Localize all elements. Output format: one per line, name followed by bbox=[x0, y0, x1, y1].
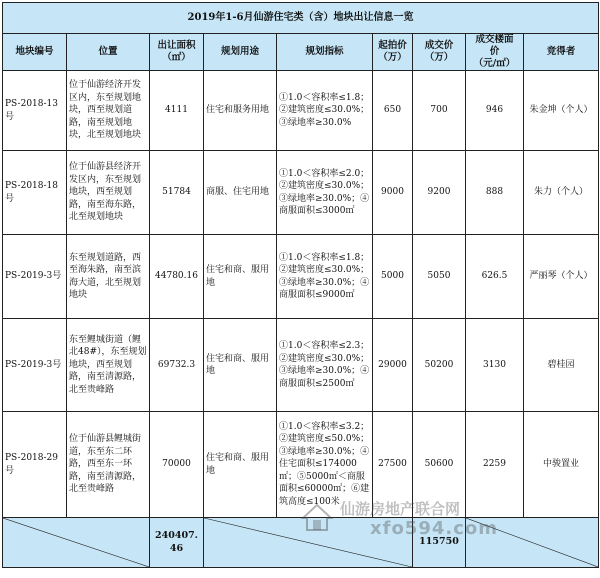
total-blank-cell bbox=[3, 518, 150, 568]
cell-floor-price: 888 bbox=[466, 151, 524, 235]
cell-code: PS-2018-29号 bbox=[3, 412, 67, 518]
cell-winner: 朱力（个人） bbox=[524, 151, 599, 235]
cell-location: 位于仙游县经济开发区内，东至规划地块，西至规划路，南至海东路，北至规划地块 bbox=[67, 151, 150, 235]
cell-start-price: 27500 bbox=[373, 412, 413, 518]
header-start-price: 起拍价 （万） bbox=[373, 34, 413, 71]
total-blank-cell bbox=[466, 518, 599, 568]
cell-deal-price: 9200 bbox=[413, 151, 466, 235]
watermark-site-name: 仙游房地产联合网 bbox=[340, 500, 461, 518]
cell-winner: 中骏置业 bbox=[524, 412, 599, 518]
cell-floor-price: 2259 bbox=[466, 412, 524, 518]
cell-location: 位于仙游经济开发区内，东至规划地块，西至规划道路，南至规划地块，北至规划地块 bbox=[67, 71, 150, 151]
header-location: 位置 bbox=[67, 34, 150, 71]
cell-start-price: 5000 bbox=[373, 235, 413, 319]
diagonal-strike bbox=[204, 518, 412, 567]
cell-index: ①1.0＜容积率≤3.2；②建筑密度≤50.0%；③绿地率≥30.0%；④住宅面积≤174000㎡；⑤5000㎡＜商服面积≤60000㎡；⑥建筑高度≤100米 bbox=[277, 412, 373, 518]
diagonal-strike bbox=[3, 518, 149, 567]
cell-winner: 碧桂园 bbox=[524, 319, 599, 412]
cell-start-price: 650 bbox=[373, 71, 413, 151]
cell-index: ①1.0＜容积率≤2.3；②建筑密度≤30.0%；③绿地率≥30.0%；④商服面积≤2500㎡ bbox=[277, 319, 373, 412]
cell-start-price: 29000 bbox=[373, 319, 413, 412]
table-row bbox=[3, 71, 599, 151]
header-deal-price: 成交价 （万） bbox=[413, 34, 466, 71]
header-floor-price: 成交楼面 价 （元/㎡） bbox=[466, 34, 524, 71]
total-area: 240407.46 bbox=[150, 518, 204, 568]
cell-deal-price: 50600 bbox=[413, 412, 466, 518]
cell-start-price: 9000 bbox=[373, 151, 413, 235]
table-row bbox=[3, 412, 599, 518]
cell-index: ①1.0＜容积率≤2.0；②建筑密度≤30.0%；③绿地率≥30.0%；④商服面积≤3000㎡ bbox=[277, 151, 373, 235]
cell-deal-price: 50200 bbox=[413, 319, 466, 412]
header-code: 地块编号 bbox=[3, 34, 67, 71]
land-table bbox=[2, 2, 599, 568]
header-area: 出让面积 （㎡） bbox=[150, 34, 204, 71]
header-use: 规划用途 bbox=[204, 34, 277, 71]
cell-deal-price: 5050 bbox=[413, 235, 466, 319]
table-row bbox=[3, 235, 599, 319]
cell-area: 4111 bbox=[150, 71, 204, 151]
cell-code: PS-2019-3号 bbox=[3, 319, 67, 412]
total-blank-cell bbox=[204, 518, 413, 568]
cell-deal-price: 700 bbox=[413, 71, 466, 151]
cell-area: 69732.3 bbox=[150, 319, 204, 412]
cell-use: 住宅和服务用地 bbox=[204, 71, 277, 151]
cell-code: PS-2018-13号 bbox=[3, 71, 67, 151]
cell-winner: 朱金坤（个人） bbox=[524, 71, 599, 151]
cell-location: 东至鲤城街道（鲤北48#），东至规划地块，西至规划路，南至清源路，北至贵峰路 bbox=[67, 319, 150, 412]
total-deal-price: 115750 bbox=[413, 518, 466, 568]
diagonal-strike bbox=[466, 518, 598, 567]
watermark-url: xfo594.com bbox=[370, 518, 499, 539]
cell-location: 东至规划道路，西至海朱路，南至滨海大道，北至规划地块 bbox=[67, 235, 150, 319]
cell-index: ①1.0＜容积率≤1.8；②建筑密度≤30.0%；③绿地率≥30.0%；④商服面积≤9000㎡ bbox=[277, 235, 373, 319]
cell-winner: 严丽琴（个人） bbox=[524, 235, 599, 319]
cell-area: 70000 bbox=[150, 412, 204, 518]
total-row bbox=[3, 518, 599, 568]
header-index: 规划指标 bbox=[277, 34, 373, 71]
land-transfer-sheet bbox=[0, 2, 600, 578]
cell-floor-price: 946 bbox=[466, 71, 524, 151]
cell-floor-price: 626.5 bbox=[466, 235, 524, 319]
cell-code: PS-2019-3号 bbox=[3, 235, 67, 319]
cell-area: 51784 bbox=[150, 151, 204, 235]
cell-use: 住宅和商、服用地 bbox=[204, 235, 277, 319]
header-winner: 竞得者 bbox=[524, 34, 599, 71]
cell-index: ①1.0＜容积率≤1.8；②建筑密度≤30.0%；③绿地率≥30.0% bbox=[277, 71, 373, 151]
cell-area: 44780.16 bbox=[150, 235, 204, 319]
table-row bbox=[3, 319, 599, 412]
cell-code: PS-2018-18号 bbox=[3, 151, 67, 235]
cell-floor-price: 3130 bbox=[466, 319, 524, 412]
cell-use: 商服、住宅用地 bbox=[204, 151, 277, 235]
table-title: 2019年1-6月仙游住宅类（含）地块出让信息一览 bbox=[3, 3, 599, 34]
cell-use: 住宅和商、服用地 bbox=[204, 412, 277, 518]
table-row bbox=[3, 151, 599, 235]
cell-use: 住宅和商、服用地 bbox=[204, 319, 277, 412]
cell-location: 位于仙游县鲤城街道，东至东二环路，西至东一环路，南至清源路，北至贵峰路 bbox=[67, 412, 150, 518]
